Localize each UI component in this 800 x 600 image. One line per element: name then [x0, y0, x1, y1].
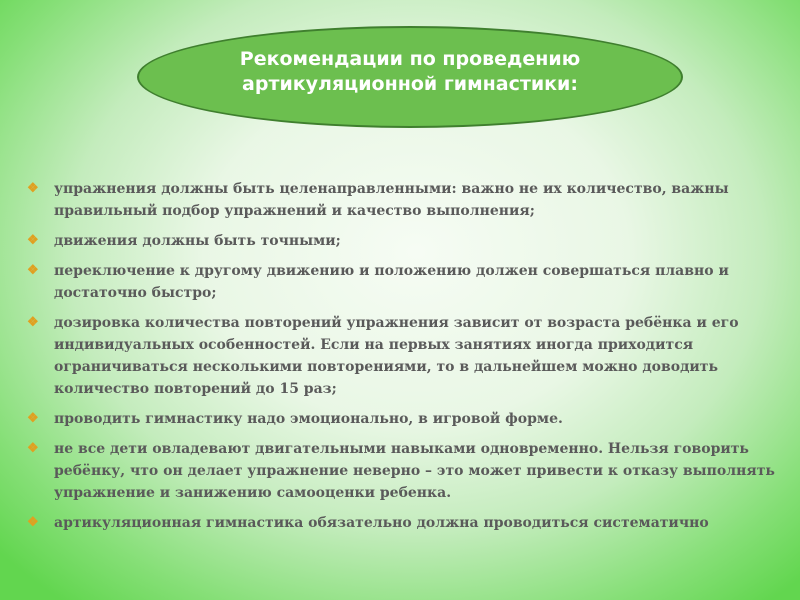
list-item-text: правильный подбор упражнений и качество выполнения;	[54, 203, 535, 219]
bullet-diamond-icon: ❖	[27, 441, 39, 456]
list-item-text: проводить гимнастику надо эмоционально, в игровой форме.	[54, 411, 563, 427]
list-item	[24, 230, 764, 252]
list-item-text: артикуляционная гимнастика обязательно должна проводиться систематично	[54, 515, 709, 531]
list-item-text: переключение к другому движению и положению должен совершаться плавно и	[54, 263, 729, 279]
bullet-diamond-icon: ❖	[27, 411, 39, 426]
list-item-text: не все дети овладевают двигательными навыками одновременно. Нельзя говорить	[54, 441, 749, 457]
list-item-text: дозировка количества повторений упражнения зависит от возраста ребёнка и его	[54, 315, 739, 331]
list-item	[24, 438, 775, 504]
bullet-diamond-icon: ❖	[27, 315, 39, 330]
list-item	[24, 260, 764, 304]
list-item-text: количество повторений до 15 раз;	[54, 381, 337, 397]
list-item	[24, 408, 764, 430]
list-item	[24, 312, 764, 400]
list-item-text: индивидуальных особенностей. Если на первых занятиях иногда приходится	[54, 337, 694, 353]
bullet-diamond-icon: ❖	[27, 515, 39, 530]
recommendations-list	[24, 178, 775, 542]
list-item-text: движения должны быть точными;	[54, 233, 341, 249]
list-item-text: ограничиваться несколькими повторениями, то в дальнейшем можно доводить	[54, 359, 718, 375]
bullet-diamond-icon: ❖	[27, 181, 39, 196]
list-item	[24, 512, 764, 534]
list-item-text: достаточно быстро;	[54, 285, 217, 301]
slide-title: Рекомендации по проведению артикуляционной гимнастики:	[239, 48, 581, 95]
bullet-diamond-icon: ❖	[27, 263, 39, 278]
title-oval	[137, 26, 683, 128]
bullet-diamond-icon: ❖	[27, 233, 39, 248]
list-item-text: ребёнку, что он делает упражнение неверно – это может привести к отказу выполнять	[54, 463, 775, 479]
list-item-text: упражнение и занижению самооценки ребенка.	[54, 485, 452, 501]
list-item-text: упражнения должны быть целенаправленными: важно не их количество, важны	[54, 181, 729, 197]
list-item	[24, 178, 764, 222]
